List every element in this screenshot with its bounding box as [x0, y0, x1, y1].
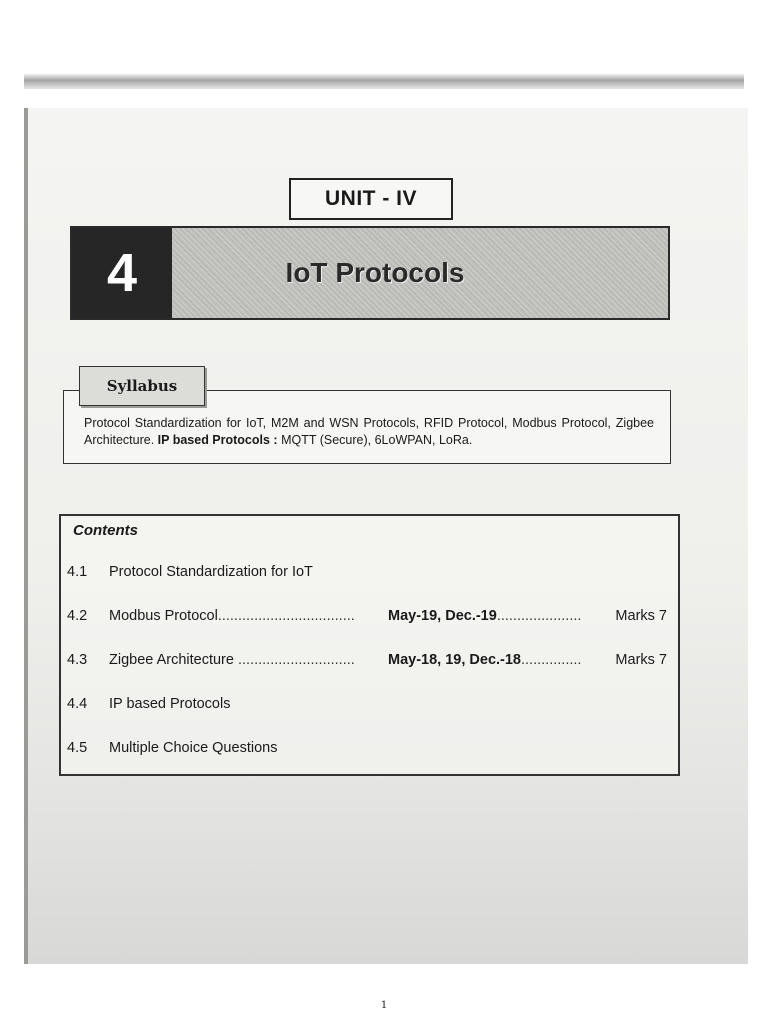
syllabus-label: Syllabus	[79, 366, 205, 406]
syllabus-text-part-1: Protocol Standardization for IoT, M2M and WSN Protocols, RFID Protocol, Modbus Protocol, Zigbee Architecture.	[84, 416, 654, 447]
contents-item-number: 4.3	[67, 652, 88, 668]
contents-box	[59, 514, 680, 776]
page-top-shadow	[24, 73, 744, 89]
syllabus-text-part-2: MQTT (Secure), 6LoWPAN, LoRa.	[277, 433, 473, 447]
syllabus-text-bold: IP based Protocols :	[157, 433, 278, 447]
contents-item-marks: Marks 7	[615, 652, 667, 668]
dot-leader: .............................	[233, 652, 355, 668]
dot-leader: ...............	[521, 652, 582, 668]
chapter-number: 4	[72, 228, 172, 318]
contents-item-dates-text: May-18, 19, Dec.-18	[388, 652, 521, 668]
contents-item-marks: Marks 7	[615, 608, 667, 624]
contents-item-number: 4.5	[67, 740, 88, 756]
contents-item	[67, 564, 667, 584]
syllabus-text	[84, 415, 654, 449]
chapter-banner	[70, 226, 670, 320]
contents-item	[67, 652, 667, 672]
contents-item-dates	[388, 652, 581, 668]
contents-item-title: Protocol Standardization for IoT	[109, 564, 313, 580]
chapter-title: IoT Protocols	[172, 228, 668, 318]
dot-leader: ..................................	[217, 608, 355, 624]
contents-item-title-text: Zigbee Architecture	[109, 652, 234, 668]
contents-item-title: IP based Protocols	[109, 696, 231, 712]
contents-item-number: 4.1	[67, 564, 88, 580]
contents-item-title-text: Modbus Protocol	[109, 608, 218, 624]
contents-item-title	[109, 608, 355, 624]
contents-item-title: Multiple Choice Questions	[109, 740, 278, 756]
page-number: 1	[380, 1000, 388, 1011]
contents-item-dates	[388, 608, 581, 624]
contents-item-dates-text: May-19, Dec.-19	[388, 608, 497, 624]
contents-item-number: 4.4	[67, 696, 88, 712]
contents-item-title	[109, 652, 355, 668]
contents-item-number: 4.2	[67, 608, 88, 624]
contents-title: Contents	[73, 522, 138, 539]
contents-item	[67, 696, 667, 716]
contents-item	[67, 740, 667, 760]
unit-label: UNIT - IV	[289, 178, 453, 220]
contents-item	[67, 608, 667, 628]
dot-leader: .....................	[496, 608, 582, 624]
